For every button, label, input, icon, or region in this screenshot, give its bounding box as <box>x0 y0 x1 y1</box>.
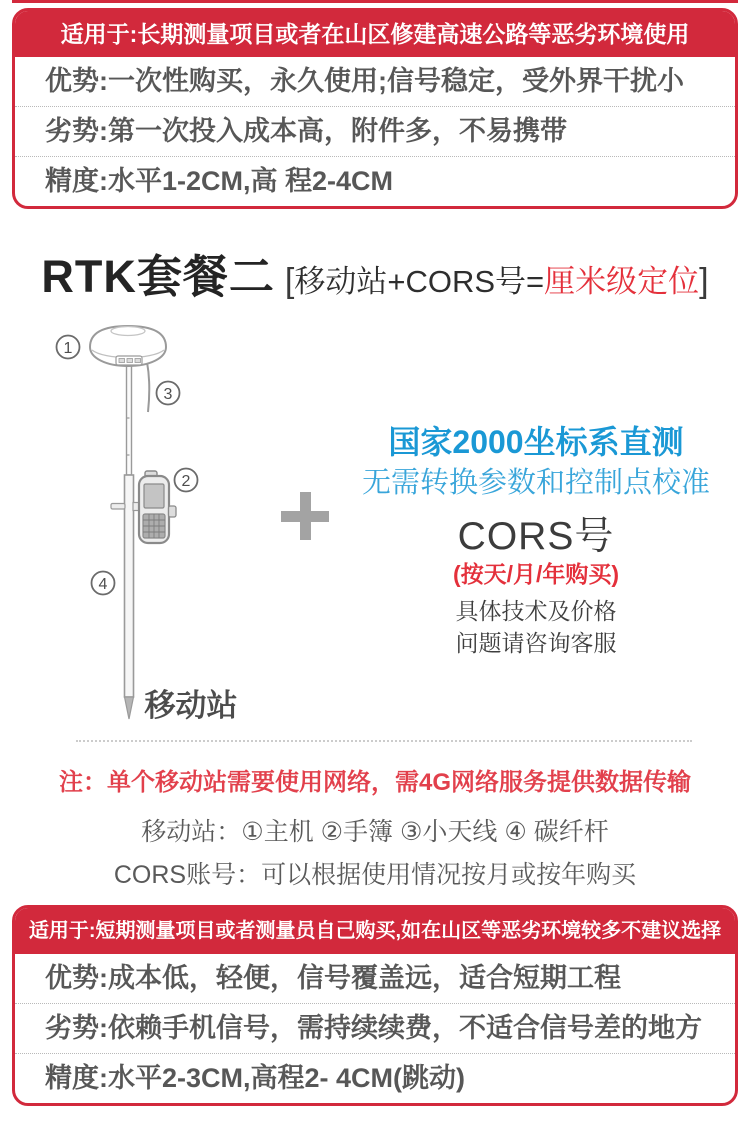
cors-buy-note: (按天/月/年购买) <box>452 561 620 587</box>
cors-account-title: CORS号 <box>457 515 615 558</box>
station-parts-note: 移动站：①主机 ②手簿 ③小天线 ④ 碳纤杆 <box>141 818 609 846</box>
longterm-accuracy-row: 精度:水平1-2CM,高 程2-4CM <box>15 156 735 206</box>
callout-2 <box>175 469 198 492</box>
controller-screen <box>144 484 164 508</box>
shortterm-advantage-row: 优势:成本低，轻便，信号覆盖远，适合短期工程 <box>45 963 621 993</box>
package-title <box>0 240 750 305</box>
carbon-pole <box>125 475 134 697</box>
package-title-main: RTK套餐二 <box>41 251 275 302</box>
longterm-package-box <box>12 8 738 209</box>
network-warning-note: 注：单个移动站需要使用网络，需4G网络服务提供数据传输 <box>58 769 691 796</box>
longterm-usage-header: 适用于:长期测量项目或者在山区修建高速公路等恶劣环境使用 <box>15 11 735 57</box>
bracket-open: [ <box>284 262 295 300</box>
rover-station-label: 移动站 <box>144 688 238 723</box>
longterm-advantage-row: 优势:一次性购买，永久使用;信号稳定，受外界干扰小 <box>45 66 684 96</box>
shortterm-accuracy-row: 精度:水平2-3CM,高程2- 4CM(跳动) <box>15 1053 735 1103</box>
pole-tip <box>125 697 134 719</box>
bracket-close: ] <box>699 262 709 300</box>
coordinate-system-line: 国家2000坐标系直测 <box>388 424 684 460</box>
clamp-thumbscrew <box>169 506 177 517</box>
cors-service-line-1: 具体技术及价格 <box>455 598 617 624</box>
svg-text:1: 1 <box>63 340 73 357</box>
dotted-divider <box>76 740 692 742</box>
shortterm-package-box <box>12 905 738 1106</box>
cors-account-note: CORS账号：可以根据使用情况按月或按年购买 <box>113 861 637 889</box>
clamp-left-peg <box>111 504 125 510</box>
svg-text:2: 2 <box>181 473 191 490</box>
callout-4 <box>92 572 115 595</box>
package-formula: 移动站+CORS号= <box>294 264 545 299</box>
svg-text:3: 3 <box>163 386 173 403</box>
plus-icon <box>281 492 329 540</box>
callout-3 <box>157 382 180 405</box>
callout-1 <box>57 336 80 359</box>
no-conversion-line: 无需转换参数和控制点校准 <box>361 467 710 499</box>
package-highlight: 厘米级定位 <box>544 264 700 299</box>
longterm-disadvantage-row: 劣势:第一次投入成本高，附件多，不易携带 <box>15 106 735 156</box>
shortterm-usage-header: 适用于:短期测量项目或者测量员自己购买,如在山区等恶劣环境较多不建议选择 <box>15 908 735 954</box>
cors-info-panel <box>338 424 734 659</box>
rover-station-diagram <box>30 320 315 725</box>
top-red-strip <box>12 0 738 3</box>
svg-text:4: 4 <box>98 576 108 593</box>
cors-service-line-2: 问题请咨询客服 <box>455 630 617 656</box>
small-antenna-wire-line <box>147 362 149 412</box>
shortterm-disadvantage-row: 劣势:依赖手机信号，需持续续费，不适合信号差的地方 <box>15 1003 735 1053</box>
pole-upper-section <box>127 364 132 475</box>
